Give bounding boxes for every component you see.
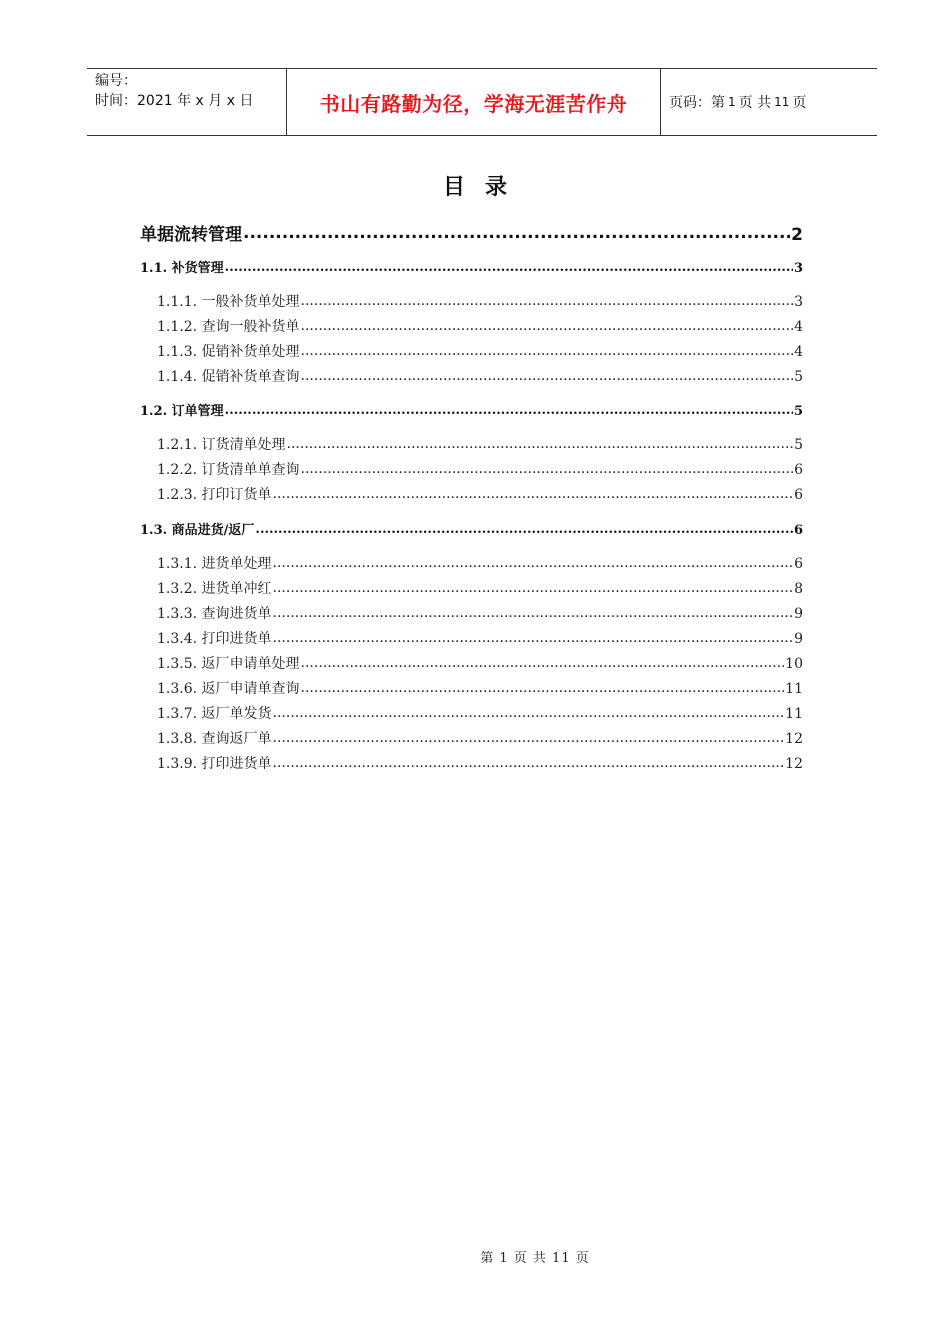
toc-entry[interactable] (157, 678, 803, 698)
toc-entry-page: 9 (794, 631, 803, 647)
page-suffix: 页 (792, 95, 807, 111)
toc-entry[interactable] (157, 316, 803, 336)
toc-title: 目录 (442, 175, 527, 200)
header-motto: 书山有路勤为径，学海无涯苦作舟 (287, 69, 661, 135)
toc-entry-page: 9 (794, 606, 803, 622)
toc-entry[interactable] (157, 728, 803, 748)
toc-leader (273, 579, 794, 593)
toc-entry-page: 12 (785, 756, 803, 772)
toc-entry-title: 1.3. 商品进货/返厂 (140, 523, 255, 538)
toc-entry[interactable] (157, 341, 803, 361)
header-page-info (661, 69, 877, 135)
toc-entry-page: 6 (794, 462, 803, 478)
toc-entry-title: 1.2.1. 订货清单处理 (157, 437, 286, 453)
document-time-label: 时间：2021 年 x 月 x 日 (95, 93, 254, 109)
toc-entry-page: 4 (794, 319, 803, 335)
toc-entry-title: 1.2. 订单管理 (140, 404, 224, 419)
toc-entry-page: 12 (785, 731, 803, 747)
toc-entry-page: 2 (791, 225, 803, 245)
toc-entry-page: 6 (793, 523, 803, 538)
page-prefix: 页码：第 (669, 95, 725, 111)
toc-entry-title: 1.3.2. 进货单冲红 (157, 581, 272, 597)
toc-entry-page: 4 (794, 344, 803, 360)
document-number-label: 编号： (95, 73, 137, 89)
toc-entry[interactable] (140, 220, 803, 245)
toc-entry-page: 11 (785, 681, 803, 697)
page-total: 11 (774, 95, 790, 109)
toc-leader (287, 435, 794, 449)
page-mid: 页 共 (738, 95, 772, 111)
toc-entry[interactable] (157, 484, 803, 504)
toc-leader (301, 317, 794, 331)
toc-leader (301, 292, 794, 306)
toc-entry[interactable] (157, 703, 803, 723)
toc-entry[interactable] (140, 519, 803, 538)
page-header (87, 68, 877, 136)
toc-entry[interactable] (157, 753, 803, 773)
toc-entry-title: 1.3.4. 打印进货单 (157, 631, 272, 647)
toc-leader (301, 654, 785, 668)
toc-leader (273, 629, 794, 643)
toc-entry-title: 1.1.3. 促销补货单处理 (157, 344, 300, 360)
toc-entry-title: 1.1.4. 促销补货单查询 (157, 369, 300, 385)
toc-entry-page: 11 (785, 706, 803, 722)
toc-leader (273, 704, 785, 718)
toc-entry-title: 单据流转管理 (140, 225, 242, 245)
toc-leader (301, 367, 794, 381)
page-footer: 第 1 页 共 11 页 (480, 1251, 590, 1266)
toc-entry-page: 5 (794, 369, 803, 385)
toc-entry-title: 1.3.9. 打印进货单 (157, 756, 272, 772)
toc-entry-title: 1.3.1. 进货单处理 (157, 556, 272, 572)
toc-entry-title: 1.1.2. 查询一般补货单 (157, 319, 300, 335)
toc-leader (255, 521, 793, 534)
page-current: 1 (728, 95, 736, 109)
toc-entry[interactable] (140, 257, 803, 276)
toc-entry[interactable] (157, 628, 803, 648)
toc-entry[interactable] (157, 578, 803, 598)
toc-entry-title: 1.3.6. 返厂申请单查询 (157, 681, 300, 697)
toc-entry[interactable] (157, 434, 803, 454)
toc-leader (273, 604, 794, 618)
toc-entry-title: 1.2.2. 订货清单单查询 (157, 462, 300, 478)
header-meta (87, 69, 287, 135)
toc-entry-title: 1.3.7. 返厂单发货 (157, 706, 272, 722)
toc-entry-title: 1.1. 补货管理 (140, 261, 224, 276)
toc-entry[interactable] (140, 400, 803, 419)
toc-leader (301, 679, 785, 693)
toc-entry-page: 8 (794, 581, 803, 597)
toc-leader (301, 460, 794, 474)
toc-entry-page: 3 (794, 294, 803, 310)
toc-leader (273, 754, 785, 768)
toc-leader (225, 402, 793, 415)
toc-entry-title: 1.3.8. 查询返厂单 (157, 731, 272, 747)
toc-leader (243, 223, 790, 240)
toc-entry-title: 1.3.5. 返厂申请单处理 (157, 656, 300, 672)
toc-entry[interactable] (157, 459, 803, 479)
toc-entry[interactable] (157, 603, 803, 623)
toc-entry-page: 10 (785, 656, 803, 672)
toc-entry-page: 6 (794, 556, 803, 572)
toc-entry-page: 6 (794, 487, 803, 503)
toc-leader (273, 485, 794, 499)
toc-entry-page: 3 (793, 261, 803, 276)
toc-entry-page: 5 (793, 404, 803, 419)
toc-leader (301, 342, 794, 356)
toc-entry-title: 1.1.1. 一般补货单处理 (157, 294, 300, 310)
toc-leader (225, 259, 793, 272)
toc-entry[interactable] (157, 366, 803, 386)
toc-leader (273, 729, 785, 743)
toc-entry-title: 1.2.3. 打印订货单 (157, 487, 272, 503)
toc-entry[interactable] (157, 653, 803, 673)
toc-leader (273, 554, 794, 568)
toc-entry[interactable] (157, 553, 803, 573)
toc-entry-page: 5 (794, 437, 803, 453)
toc-entry-title: 1.3.3. 查询进货单 (157, 606, 272, 622)
toc-entry[interactable] (157, 291, 803, 311)
